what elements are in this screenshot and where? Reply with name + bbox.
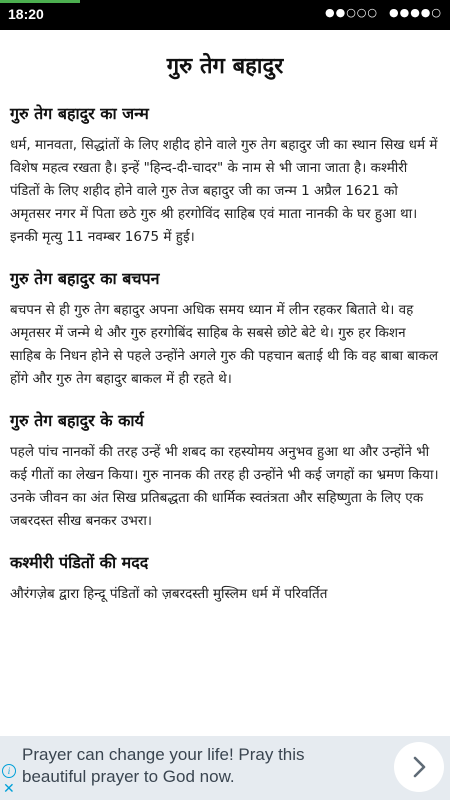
section-kashmiri-pandits (0, 551, 450, 606)
section-heading: गुरु तेग बहादुर का जन्म (10, 104, 149, 123)
status-bar (0, 0, 450, 30)
section-paragraph: पहले पांच नानकों की तरह उन्हें भी शबद का रहस्योमय अनुभव हुआ था और उन्होंने भी कई गीतों का लेखन किया। गुरु नानक की तरह ही उन्होंने भी कई जगहों का भ्रमण किया। उनके जीवन का अंत सिख प्रतिबद्धता की धार्मिक स्वतंत्रता और सहिष्णुता के लिए एक जबरदस्त सीख बनकर उभरा। (10, 444, 439, 529)
signal-indicator: ●●○○○ (325, 6, 378, 19)
close-icon[interactable]: ✕ (3, 781, 15, 797)
battery-indicator: ●●●●○ (389, 6, 442, 19)
section-childhood (0, 267, 450, 391)
section-paragraph: बचपन से ही गुरु तेग बहादुर अपना अधिक समय ध्यान में लीन रहकर बिताते थे। वह अमृतसर में जन्मे थे और गुरु हरगोबिंद साहिब के सबसे छोटे बेटे थे। गुरु हर किशन साहिब के निधन होने से पहले उन्होंने अगले गुरु की पहचान बताई थी कि वह बाबा बाकल होंगे और गुरु तेग बहादुर बाकल में ही रहते थे। (10, 302, 439, 387)
section-heading: कश्मीरी पंडितों की मदद (10, 553, 149, 572)
chevron-right-icon (407, 755, 431, 779)
section-heading: गुरु तेग बहादुर के कार्य (10, 411, 144, 430)
section-paragraph: औरंगज़ेब द्वारा हिन्दू पंडितों को ज़बरदस्ती मुस्लिम धर्म में परिवर्तित (10, 586, 328, 602)
info-icon[interactable]: i (2, 764, 16, 778)
section-heading: गुरु तेग बहादुर का बचपन (10, 269, 160, 288)
ad-banner[interactable] (0, 736, 450, 800)
ad-open-button[interactable] (394, 742, 444, 792)
section-works (0, 409, 450, 533)
status-time: 18:20 (8, 6, 44, 22)
status-accent-bar (0, 0, 80, 3)
section-birth (0, 102, 450, 249)
page-title: गुरु तेग बहादुर (166, 54, 284, 79)
section-paragraph: धर्म, मानवता, सिद्धांतों के लिए शहीद होने वाले गुरु तेग बहादुर जी का स्थान सिख धर्म में विशेष महत्व रखता है। इन्हें "हिन्द-दी-चादर" के नाम से भी जाना जाता है। कश्मीरी पंडितों के लिए शहीद होने वाले गुरु तेज बहादुर जी का जन्म 1 अप्रैल 1621 को अमृतसर नगर में पिता छठे गुरु श्री हरगोविंद साहिब एवं माता नानकी के घर हुआ था। इनकी मृत्यु 11 नवम्बर 1675 में हुई। (10, 137, 438, 245)
ad-text[interactable]: Prayer can change your life! Pray this beautiful prayer to God now. (22, 745, 305, 786)
article-content[interactable] (0, 30, 450, 736)
